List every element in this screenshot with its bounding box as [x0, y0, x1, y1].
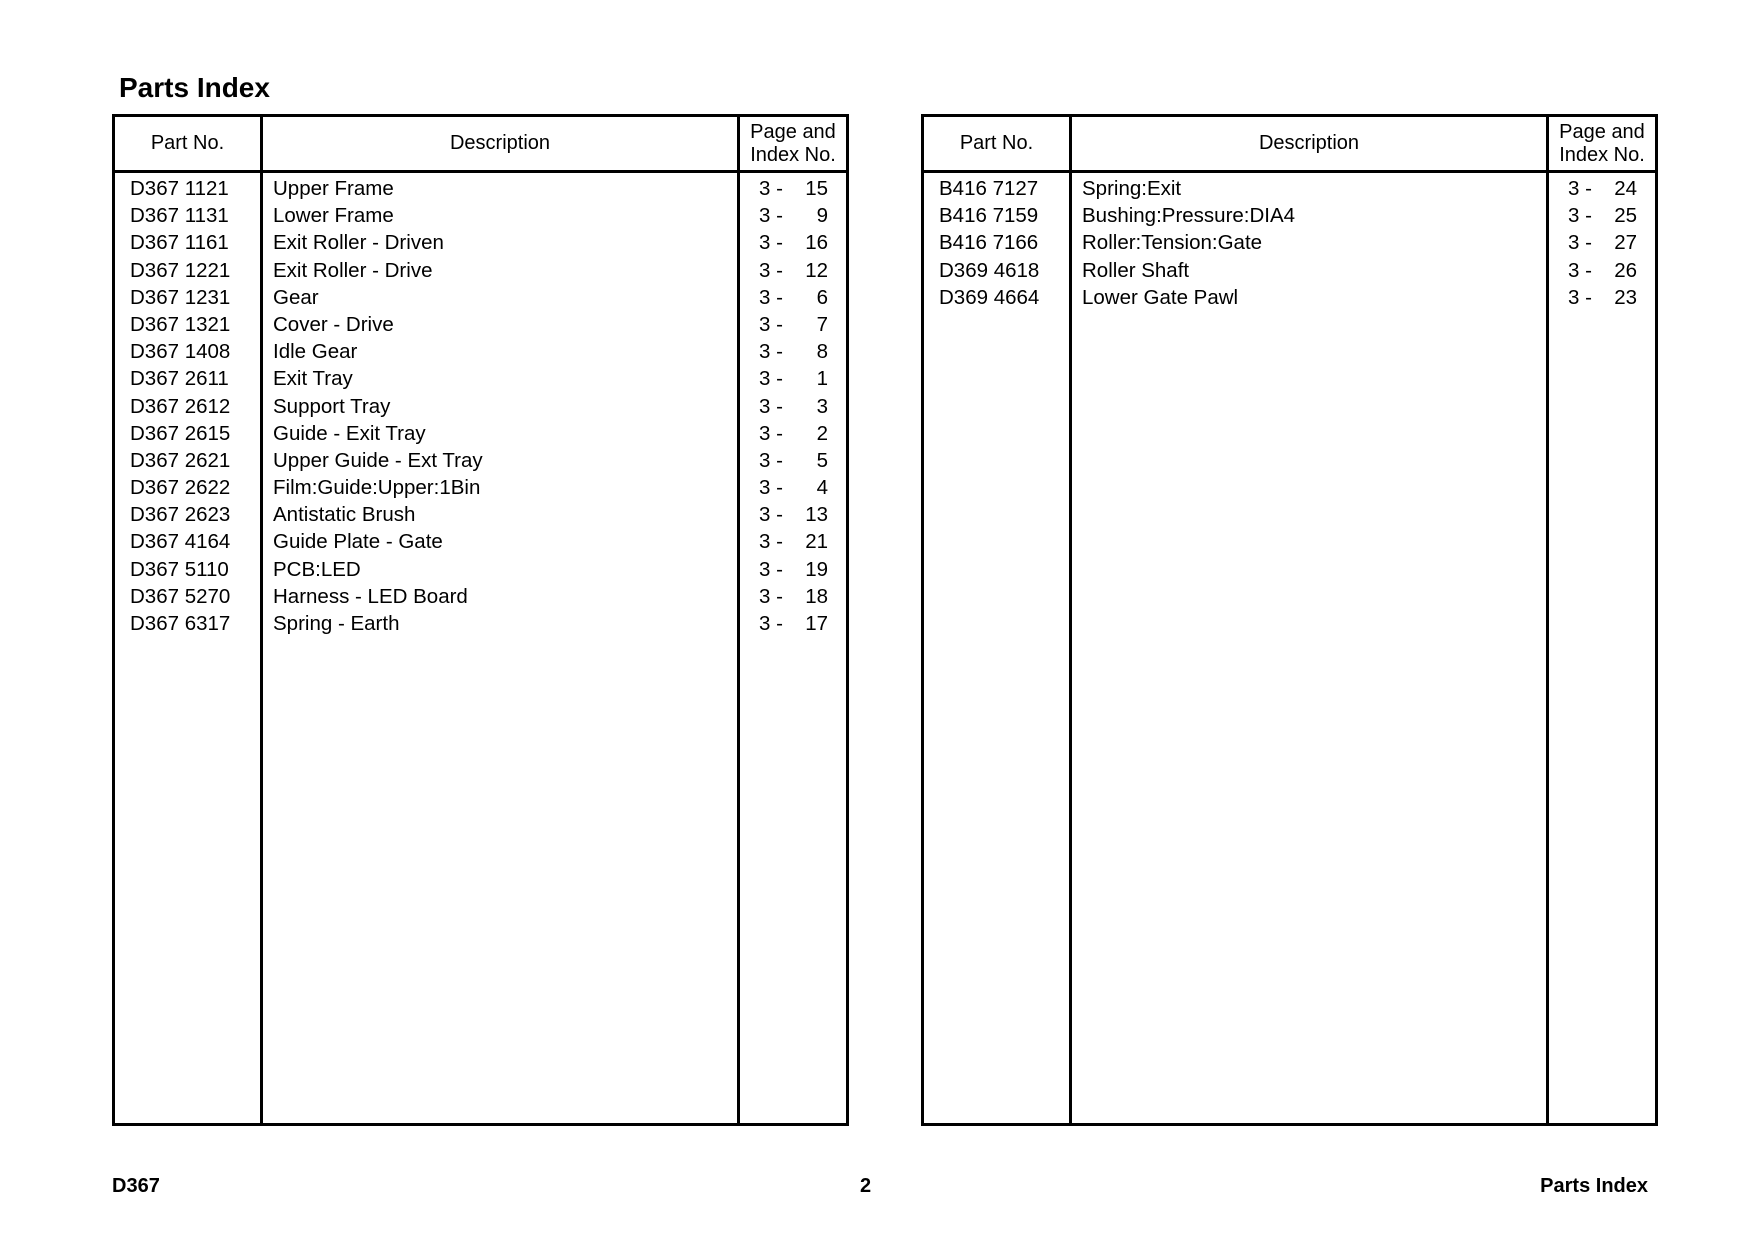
- index-number: 7: [816, 312, 828, 336]
- page-section: 3 -: [759, 204, 783, 228]
- page-section: 3 -: [759, 557, 783, 581]
- parts-table-right: [921, 114, 1658, 1126]
- part-description: Cover - Drive: [273, 312, 394, 336]
- table-row: [115, 527, 846, 554]
- header-page-index: [1549, 117, 1655, 170]
- part-description: Harness - LED Board: [273, 584, 468, 608]
- part-description: Exit Roller - Drive: [273, 258, 433, 282]
- part-description: Roller:Tension:Gate: [1082, 231, 1263, 255]
- table-row: [924, 201, 1655, 228]
- part-number: D367 2621: [130, 448, 231, 472]
- part-number: D367 2611: [130, 367, 229, 391]
- table-row: [115, 473, 846, 500]
- part-description: Film:Guide:Upper:1Bin: [273, 476, 481, 500]
- part-number: D367 2623: [130, 503, 231, 527]
- part-description: Guide - Exit Tray: [273, 421, 426, 445]
- part-number: D367 1231: [130, 285, 231, 309]
- part-number: D367 1221: [130, 258, 231, 282]
- part-number: D367 1321: [130, 312, 231, 336]
- index-number: 6: [816, 285, 828, 309]
- page-section: 3 -: [759, 312, 783, 336]
- index-number: 12: [805, 258, 828, 282]
- rows-left: [115, 174, 846, 636]
- index-number: 18: [805, 584, 828, 608]
- table-row: [115, 283, 846, 310]
- part-description: Spring:Exit: [1082, 177, 1182, 200]
- index-number: 21: [805, 530, 828, 554]
- part-description: Gear: [273, 285, 319, 309]
- page-section: 3 -: [759, 367, 783, 391]
- page-section: 3 -: [759, 258, 783, 282]
- index-number: 4: [816, 476, 828, 500]
- page-section: 3 -: [759, 503, 783, 527]
- part-number: B416 7127: [939, 177, 1039, 200]
- header-divider: [924, 170, 1655, 173]
- index-number: 9: [816, 204, 828, 228]
- header-page-index-line2: Index No.: [750, 143, 836, 166]
- table-row: [115, 364, 846, 391]
- part-number: B416 7166: [939, 231, 1039, 255]
- part-number: D367 2622: [130, 476, 231, 500]
- page-section: 3 -: [1568, 258, 1592, 282]
- index-number: 3: [816, 394, 828, 418]
- page-title: Parts Index: [119, 72, 270, 103]
- index-number: 23: [1614, 285, 1637, 309]
- part-description: Idle Gear: [273, 340, 358, 364]
- table-row: [115, 392, 846, 419]
- page-section: 3 -: [759, 612, 783, 635]
- part-description: Upper Frame: [273, 177, 394, 200]
- table-row: [115, 419, 846, 446]
- page-section: 3 -: [759, 584, 783, 608]
- part-description: PCB:LED: [273, 557, 361, 581]
- index-number: 17: [805, 612, 828, 635]
- rows-right: [924, 174, 1655, 310]
- part-number: D367 4164: [130, 530, 231, 554]
- page-section: 3 -: [759, 177, 783, 200]
- table-row: [115, 174, 846, 201]
- index-number: 25: [1614, 204, 1637, 228]
- part-number: D367 1408: [130, 340, 231, 364]
- part-number: D367 2615: [130, 421, 231, 445]
- page-section: 3 -: [1568, 231, 1592, 255]
- table-row: [115, 228, 846, 255]
- header-page-index-line1: Page and: [750, 120, 836, 143]
- footer-page-number: 2: [860, 1175, 872, 1197]
- part-description: Bushing:Pressure:DIA4: [1082, 204, 1296, 228]
- part-description: Guide Plate - Gate: [273, 530, 443, 554]
- header-page-index-line1: Page and: [1559, 120, 1645, 143]
- index-number: 16: [805, 231, 828, 255]
- index-number: 2: [816, 421, 828, 445]
- index-number: 8: [816, 340, 828, 364]
- table-row: [924, 283, 1655, 310]
- table-row: [924, 228, 1655, 255]
- header-page-index-line2: Index No.: [1559, 143, 1645, 166]
- part-number: B416 7159: [939, 204, 1039, 228]
- index-number: 24: [1614, 177, 1637, 200]
- table-row: [924, 174, 1655, 201]
- page-section: 3 -: [759, 530, 783, 554]
- part-number: D367 6317: [130, 612, 231, 635]
- part-number: D367 5270: [130, 584, 231, 608]
- table-row: [115, 310, 846, 337]
- part-number: D367 2612: [130, 394, 231, 418]
- part-number: D369 4664: [939, 285, 1040, 309]
- index-number: 15: [805, 177, 828, 200]
- table-row: [115, 582, 846, 609]
- parts-table-left: [112, 114, 849, 1126]
- part-description: Spring - Earth: [273, 612, 400, 635]
- part-description: Lower Gate Pawl: [1082, 285, 1239, 309]
- index-number: 1: [816, 367, 828, 391]
- table-row: [115, 609, 846, 636]
- table-row: [115, 201, 846, 228]
- part-number: D369 4618: [939, 258, 1040, 282]
- page-section: 3 -: [1568, 204, 1592, 228]
- table-row: [115, 555, 846, 582]
- header-part-no: Part No.: [150, 132, 225, 154]
- part-description: Lower Frame: [273, 204, 394, 228]
- footer-section-title: Parts Index: [1540, 1175, 1648, 1197]
- index-number: 26: [1614, 258, 1637, 282]
- header-divider: [115, 170, 846, 173]
- header-description: Description: [449, 132, 551, 154]
- table-row: [115, 337, 846, 364]
- header-page-index: [740, 117, 846, 170]
- part-description: Exit Tray: [273, 367, 353, 391]
- index-number: 19: [805, 557, 828, 581]
- table-row: [115, 500, 846, 527]
- table-row: [115, 446, 846, 473]
- part-number: D367 1161: [130, 231, 229, 255]
- part-description: Roller Shaft: [1082, 258, 1190, 282]
- part-description: Exit Roller - Driven: [273, 231, 444, 255]
- page-section: 3 -: [1568, 177, 1592, 200]
- page-section: 3 -: [759, 394, 783, 418]
- part-number: D367 1131: [130, 204, 229, 228]
- page-section: 3 -: [759, 421, 783, 445]
- page-section: 3 -: [759, 448, 783, 472]
- page-section: 3 -: [759, 285, 783, 309]
- index-number: 5: [816, 448, 828, 472]
- index-number: 13: [805, 503, 828, 527]
- page-section: 3 -: [759, 340, 783, 364]
- part-number: D367 5110: [130, 557, 229, 581]
- part-description: Support Tray: [273, 394, 391, 418]
- part-description: Antistatic Brush: [273, 503, 416, 527]
- page-section: 3 -: [1568, 285, 1592, 309]
- footer-model: D367: [112, 1175, 160, 1197]
- table-row: [115, 256, 846, 283]
- table-row: [924, 256, 1655, 283]
- header-description: Description: [1258, 132, 1360, 154]
- part-description: Upper Guide - Ext Tray: [273, 448, 483, 472]
- page-section: 3 -: [759, 231, 783, 255]
- part-number: D367 1121: [130, 177, 229, 200]
- page-section: 3 -: [759, 476, 783, 500]
- index-number: 27: [1614, 231, 1637, 255]
- header-part-no: Part No.: [959, 132, 1034, 154]
